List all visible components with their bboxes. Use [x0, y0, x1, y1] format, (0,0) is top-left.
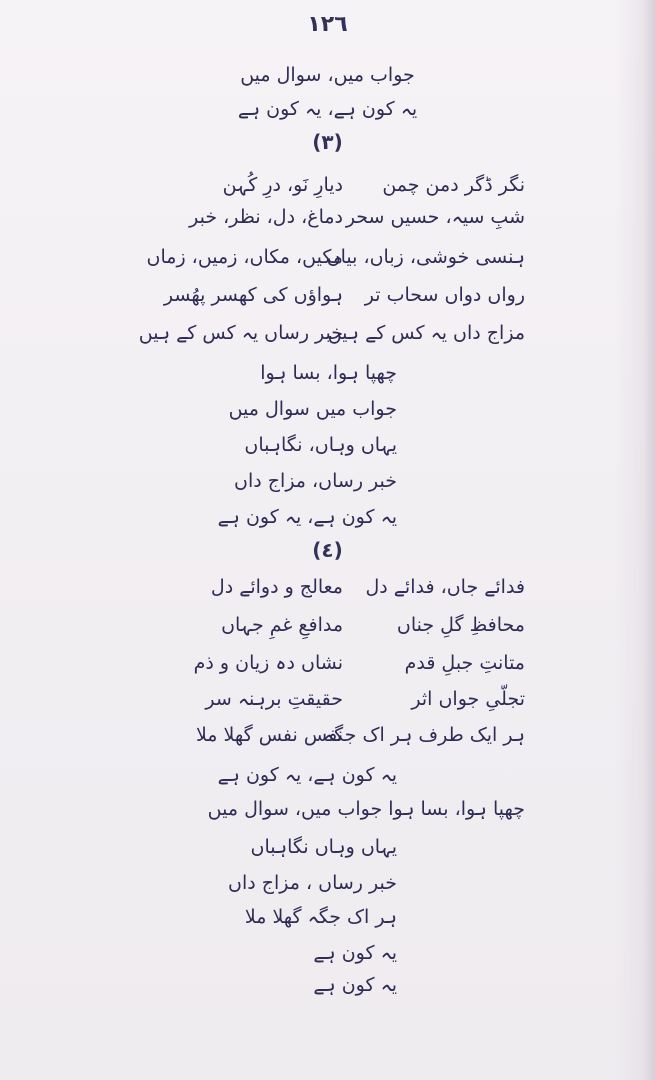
s3-couplet-3-right: مکیں، مکاں، زمیں، زماں	[146, 246, 343, 268]
section-4-number: (٤)	[312, 538, 343, 562]
s3-couplet-4-right: ہواؤں کی کھسر پھُسر	[163, 284, 343, 306]
s4-couplet-3-left: متانتِ جبلِ قدم	[404, 652, 525, 674]
intro-line-2: یہ کون ہے، یہ کون ہے	[237, 98, 418, 120]
s4-refrain-3-line-1: یہاں وہاں نگاہباں	[250, 836, 397, 858]
s4-refrain-2: چھپا ہوا، بسا ہوا جواب میں، سوال میں	[207, 798, 525, 820]
s4-couplet-4-left: تجلّیِ جواں اثر	[411, 688, 525, 710]
s4-refrain-1: یہ کون ہے، یہ کون ہے	[217, 764, 397, 786]
s4-couplet-5-right: نفس نفس گھلا ملا	[195, 724, 343, 746]
intro-line-1: جواب میں، سوال میں	[240, 64, 415, 86]
s4-refrain-3-line-3: ہر اک جگہ گھلا ملا	[244, 906, 397, 928]
s3-refrain-1: چھپا ہوا، بسا ہوا	[260, 362, 397, 384]
s4-couplet-3-right: نشاں دہ زیان و ذم	[193, 652, 343, 674]
s3-couplet-1-right: دیارِ نَو، درِ کُہن	[222, 174, 343, 196]
s4-couplet-1-left: فدائے جاں، فدائے دل	[365, 576, 525, 598]
s4-couplet-2-right: مدافعِ غمِ جہاں	[221, 614, 343, 636]
s3-refrain-2: جواب میں سوال میں	[228, 398, 397, 420]
s4-refrain-3-line-2: خبر رساں ، مزاج داں	[228, 872, 397, 894]
s4-couplet-2-left: محافظِ گلِ جناں	[396, 614, 525, 636]
s3-refrain-3: یہاں وہاں، نگاہباں	[244, 434, 397, 456]
s4-refrain-3-line-4: یہ کون ہے	[313, 942, 397, 964]
s3-couplet-3-left: ہنسی خوشی، زباں، بیاں	[326, 246, 525, 268]
s3-couplet-5-left: مزاج داں یہ کس کے ہیں	[327, 322, 525, 344]
s4-couplet-5-left: ہر ایک طرف ہر اک جگہ	[323, 724, 525, 746]
s3-couplet-4-left: رواں دواں سحاب تر	[364, 284, 525, 306]
s3-couplet-2-right: دماغ، دل، نظر، خبر	[189, 206, 343, 228]
s4-couplet-1-right: معالج و دوائے دل	[210, 576, 343, 598]
s4-couplet-4-right: حقیقتِ برہنہ سر	[205, 688, 343, 710]
s3-couplet-5-right: خبر رساں یہ کس کے ہیں	[138, 322, 343, 344]
s4-refrain-3-line-5: یہ کون ہے	[313, 974, 397, 996]
page-number: ١٢٦	[307, 12, 348, 37]
s3-refrain-4: خبر رساں، مزاج داں	[234, 470, 397, 492]
s3-couplet-2-left: شبِ سیہ، حسیں سحر	[345, 206, 525, 228]
s3-refrain-5: یہ کون ہے، یہ کون ہے	[217, 506, 397, 528]
section-3-number: (٣)	[312, 130, 343, 154]
s3-couplet-1-left: نگر ڈگر دمن چمن	[382, 174, 525, 196]
